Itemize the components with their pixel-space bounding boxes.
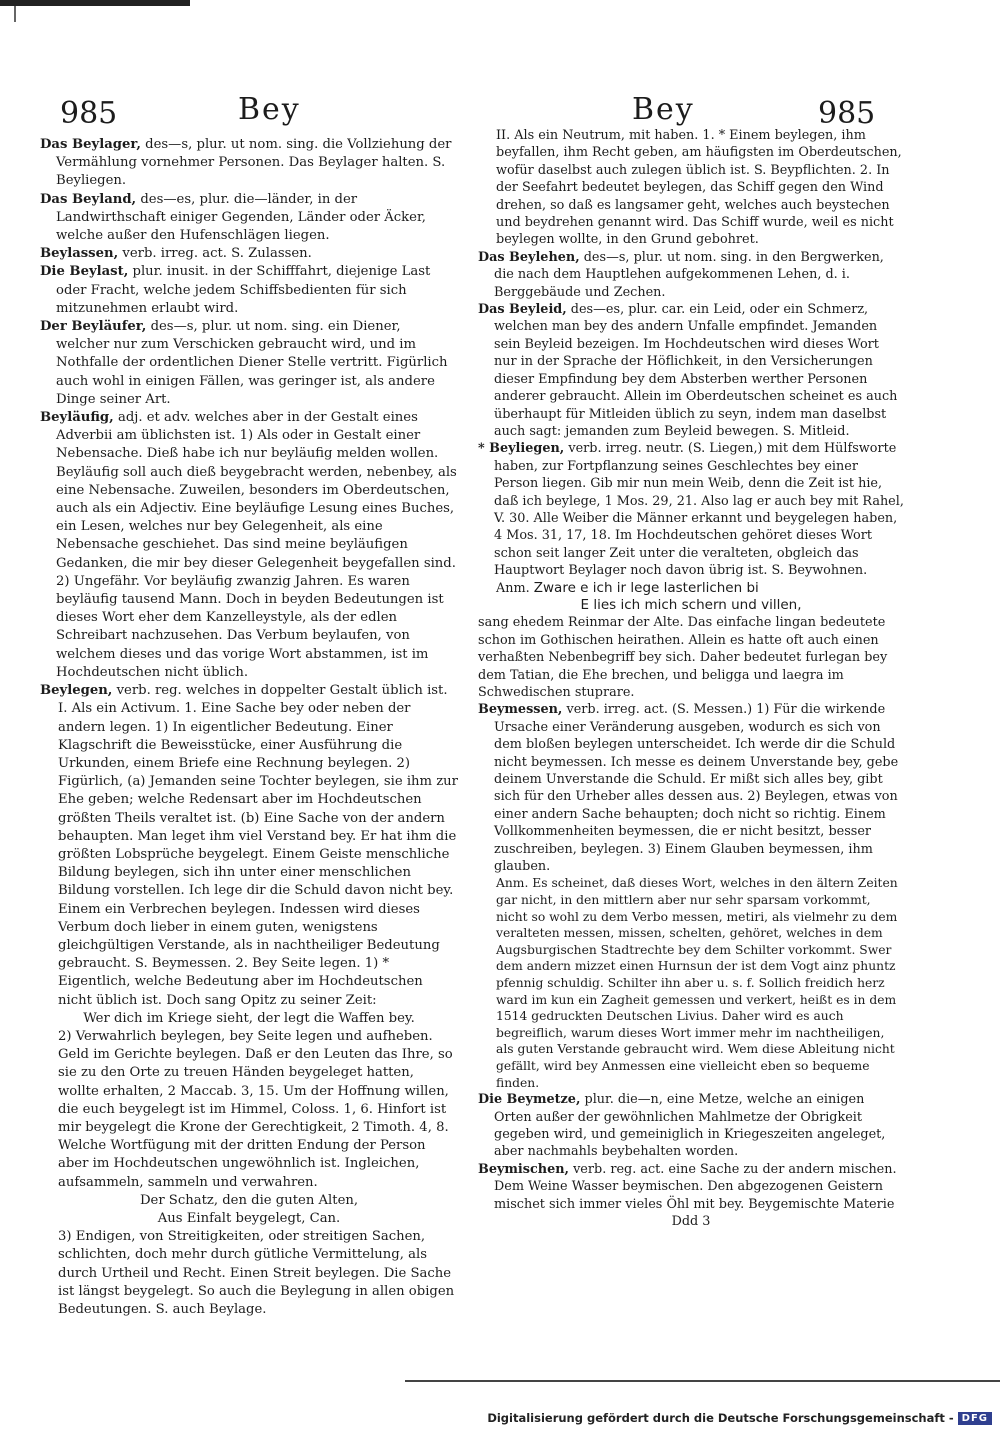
annotation-text: Anm. Es scheinet, daß dieses Wort, welches in den ältern Zeiten gar nicht, in den mittlern aber nur sehr sparsam vorkommt, nicht so wohl zu dem Verbo messen, metiri, als vielmehr zu dem veralteten messen, missen, schelten, gehöret, welches in dem Augsburgischen Stadtrechte bey dem Schilter vorkommt. Swer dem andern mizzet einen Hurnsun der ist dem Vogt ainz phuntz pfennig schuldig. Schilter ihn aber u. s. f. Sollich freidich herz ward im kun ein Zagheit gemessen und verkert, heißt es in dem 1514 gedruckten Deutschen Livius. Daher wird es auch begreiflich, warum dieses Wort immer mehr im nachtheiligen, als guten Verstande gebraucht wird. Wem diese Ableitung nicht gefällt, wird bey Anmessen eine vielleicht eben so bequeme finden. xyxy=(496,876,898,1090)
entry-text: plur. die—n, eine Metze, welche an einigen Orten außer der gewöhnlichen Mahlmetze der Obrigkeit gegeben wird, und gemeiniglich in Kriegeszeiten angeleget, aber nachmahls beybehalten worden. xyxy=(494,1092,886,1160)
annotation-label: Anm. xyxy=(496,580,530,596)
dictionary-entry xyxy=(478,701,904,875)
entry-text: des—s, plur. ut nom. sing. die Vollziehung der Vermählung vornehmer Personen. Das Beylager halten. S. Beyliegen. xyxy=(56,137,452,189)
entry-headword: Beymischen, xyxy=(478,1161,569,1177)
entry-text: verb. irreg. act. S. Zulassen. xyxy=(122,246,312,262)
entry-text: verb. reg. act. eine Sache zu der andern mischen. Dem Weine Wasser beymischen. Den abgezogenen Geistern mischet sich immer vieles Öhl mit bey. Beygemischte Materie xyxy=(494,1161,897,1212)
verse-quote: Der Schatz, den die guten Alten, xyxy=(139,1192,359,1208)
left-column xyxy=(40,136,458,1319)
entry-headword: Die Beymetze, xyxy=(478,1092,581,1108)
bottom-edge-rule xyxy=(405,1380,1000,1382)
running-headword-left: Bey xyxy=(238,92,301,127)
annotation-verse xyxy=(478,580,904,597)
dfg-logo-icon: DFG xyxy=(958,1412,992,1425)
top-edge-rule xyxy=(0,0,190,6)
dictionary-entry xyxy=(40,263,458,318)
dictionary-entry xyxy=(40,245,458,263)
digitization-credit xyxy=(487,1411,992,1425)
dictionary-entry xyxy=(40,409,458,682)
entry-text: verb. irreg. neutr. (S. Liegen,) mit dem Hülfsworte haben, zur Fortpflanzung seines Geschlechtes bey einer Person liegen. Gib mir nun mein Weib, denn die Zeit ist hie, daß ich beylege, 1 Mos. 29, 21. Also lag er auch bey mit Rahel, V. 30. Alle Weiber die Männer erkannt und beygelegen haben, 4 Mos. 31, 17, 18. Im Hochdeutschen gehöret dieses Wort schon seit langer Zeit unter die veralteten, obgleich das Hauptwort Beylager noch davon übrig ist. S. Beywohnen. xyxy=(494,441,904,579)
entry-text: plur. inusit. in der Schifffahrt, diejenige Last oder Fracht, welche jedem Schiffsbedienten für sich mitzunehmen erlaubt wird. xyxy=(56,264,431,316)
entry-headword: Beymessen, xyxy=(478,702,563,718)
credit-text: Digitalisierung gefördert durch die Deutsche Forschungsgemeinschaft - xyxy=(487,1411,954,1425)
dictionary-entry xyxy=(40,191,458,246)
entry-headword: Beylassen, xyxy=(40,246,119,262)
page-number-left: 985 xyxy=(60,96,118,131)
entry-headword: Das Beylager, xyxy=(40,137,141,152)
entry-section: II. Als ein Neutrum, mit haben. 1. * Einem beylegen, ihm beyfallen, ihm Recht geben, am häufigsten im Oberdeutschen, wofür daselbst auch zulegen üblich ist. S. Beypflichten. 2. In der Seefahrt bedeutet beylegen, das Schiff gegen den Wind drehen, so daß es langsamer geht, welches auch beystechen und beydrehen genannt wird. Das Schiff wurde, weil es nicht beylegen wollte, in den Grund gebohret. xyxy=(496,128,902,248)
entry-headword: Der Beyläufer, xyxy=(40,319,147,335)
entry-headword: Das Beyland, xyxy=(40,191,137,207)
running-headword-right: Bey xyxy=(632,92,695,127)
verse-line: E lies ich mich schern und villen, xyxy=(580,596,802,613)
dictionary-entry xyxy=(40,682,458,700)
dictionary-entry xyxy=(478,1161,904,1213)
entry-headword: Das Beylehen, xyxy=(478,249,580,265)
entry-headword: * Beyliegen, xyxy=(478,441,565,457)
dictionary-entry xyxy=(478,249,904,301)
dictionary-entry xyxy=(40,318,458,409)
entry-text: verb. irreg. act. (S. Messen.) 1) Für die wirkende Ursache einer Veränderung ausgeben, wodurch es sich von dem bloßen beylegen unterscheidet. Ich werde dir die Schuld nicht beymessen. Ich messe es deinem Unverstande bey, gebe deinem Unverstande die Schuld. Er mißt sich alles bey, gibt sich für den Urheber alles dessen aus. 2) Beylegen, etwas von einer andern Sache behaupten; doch nicht so richtig. Einem Vollkommenheiten beymessen, die er nicht besitzt, besser zuschreiben, beylegen. 3) Einem Glauben beymessen, ihm glauben. xyxy=(494,702,899,875)
page-number-right: 985 xyxy=(818,96,876,131)
verse-line: Zware e ich ir lege lasterlichen bi xyxy=(533,579,759,596)
entry-headword: Das Beyleid, xyxy=(478,302,567,318)
dictionary-entry xyxy=(40,136,458,191)
entry-text: des—s, plur. ut nom. sing. in den Bergwerken, die nach dem Hauptlehen aufgekommenen Lehen, d. i. Berggebäude und Zechen. xyxy=(494,249,884,300)
entry-headword: Beylegen, xyxy=(40,683,113,699)
entry-text: des—s, plur. ut nom. sing. ein Diener, welcher nur zum Verschicken gebraucht wird, und im Nothfalle der ordentlichen Diener Stelle vertritt. Figürlich auch wohl in einigen Fällen, was geringer ist, als andere Dinge seiner Art. xyxy=(56,319,448,407)
entry-text: verb. reg. welches in doppelter Gestalt üblich ist. xyxy=(116,683,448,699)
annotation-text: sang ehedem Reinmar der Alte. Das einfache lingan bedeutete schon im Gothischen heirathen. Allein es hatte oft auch einen verhaßten Nebenbegriff bey sich. Daher bedeutet furlegan bey dem Tatian, die Ehe brechen, und beligga und laegra im Schwedischen stuprare. xyxy=(478,615,888,700)
dictionary-entry xyxy=(478,440,904,579)
right-column xyxy=(478,127,904,1230)
dictionary-entry xyxy=(478,301,904,440)
left-edge-mark xyxy=(14,6,16,22)
dictionary-entry xyxy=(478,1091,904,1161)
entry-section: I. Als ein Activum. 1. Eine Sache bey oder neben der andern legen. 1) In eigentlicher Bedeutung. Einer Klagschrift die Beweisstücke, einer Ausführung die Urkunden, einem Briefe eine Rechnung beylegen. 2) Figürlich, (a) Jemanden seine Tochter beylegen, sie ihm zur Ehe geben; welche Redensart aber im Hochdeutschen größten Theils veraltet ist. (b) Eine Sache von der andern behaupten. Man leget ihm viel Verstand bey. Er hat ihm die größten Lobsprüche beygelegt. Einem Geiste menschliche Bildung beylegen, sich ihn unter einer menschlichen Bildung vorstellen. Ich lege dir die Schuld davon nicht bey. Einem ein Verbrechen beylegen. Indessen wird dieses Verbum doch lieber in einem guten, wenigstens gleichgültigen Verstande, als in nachtheiliger Bedeutung gebraucht. S. Beymessen. 2. Bey Seite legen. 1) * Eigentlich, welche Bedeutung aber im Hochdeutschen nicht üblich ist. Doch sang Opitz zu seiner Zeit: xyxy=(58,701,458,1008)
entry-text: des—es, plur. die—länder, in der Landwirthschaft einiger Gegenden, Länder oder Äcker, welche außer den Hufenschlägen liegen. xyxy=(56,191,427,244)
entry-section: 3) Endigen, von Streitigkeiten, oder streitigen Sachen, schlichten, doch mehr durch gütliche Vermittelung, als durch Urtheil und Recht. Einen Streit beylegen. Die Sache ist längst beygelegt. So auch die Beylegung in allen obigen Bedeutungen. S. auch Beylage. xyxy=(58,1229,455,1317)
verse-quote: Aus Einfalt beygelegt, Can. xyxy=(157,1210,341,1226)
entry-headword: Die Beylast, xyxy=(40,264,129,280)
entry-headword: Beyläufig, xyxy=(40,410,114,426)
entry-section: 2) Verwahrlich beylegen, bey Seite legen und aufheben. Geld im Gerichte beylegen. Daß er den Leuten das Ihre, so sie zu den Orte zu treuen Händen beygeleget hatten, wollte erhalten, 2 Maccab. 3, 15. Um der Hoffnung willen, die euch beygelegt ist im Himmel, Coloss. 1, 6. Hinfort ist mir beygelegt die Krone der Gerechtigkeit, 2 Timoth. 4, 8. Welche Wortfügung mit der dritten Endung der Person aber im Hochdeutschen ungewöhnlich ist. Ingleichen, aufsammeln, sammeln und verwahren. xyxy=(58,1028,453,1190)
verse-quote: Wer dich im Kriege sieht, der legt die Waffen bey. xyxy=(83,1010,415,1026)
signature-mark: Ddd 3 xyxy=(671,1214,711,1230)
entry-text: des—es, plur. car. ein Leid, oder ein Schmerz, welchen man bey des andern Unfalle empfindet. Jemanden sein Beyleid bezeigen. Im Hochdeutschen wird dieses Wort nur in der Sprache der Höflichkeit, in den Versicherungen dieser Empfindung bey dem Absterben werther Personen anderer gebraucht. Allein im Oberdeutschen scheinet es auch überhaupt für Mitleiden üblich zu seyn, indem man daselbst auch sagt: jemanden zum Beyleid bewegen. S. Mitleid. xyxy=(494,302,898,439)
entry-text: adj. et adv. welches aber in der Gestalt eines Adverbii am üblichsten ist. 1) Als oder in Gestalt einer Nebensache. Dieß habe ich nur beyläufig melden wollen. Beyläufig soll auch dieß beygebracht werden, nebenbey, als eine Nebensache. Zuweilen, besonders im Oberdeutschen, auch als ein Adjectiv. Eine beyläufige Lesung eines Buches, ein Lesen, welches nur bey Gelegenheit, als eine Nebensache geschiehet. Das sind meine beyläufigen Gedanken, die mir bey dieser Gelegenheit beygefallen sind. 2) Ungefähr. Vor beyläufig zwanzig Jahren. Es waren beyläufig tausend Mann. Doch in beyden Bedeutungen ist dieses Wort eher dem Kanzelleystyle, als der edlen Schreibart nachzusehen. Das Verbum beylaufen, von welchem dieses und das vorige Wort abstammen, ist im Hochdeutschen nicht üblich. xyxy=(56,410,457,680)
